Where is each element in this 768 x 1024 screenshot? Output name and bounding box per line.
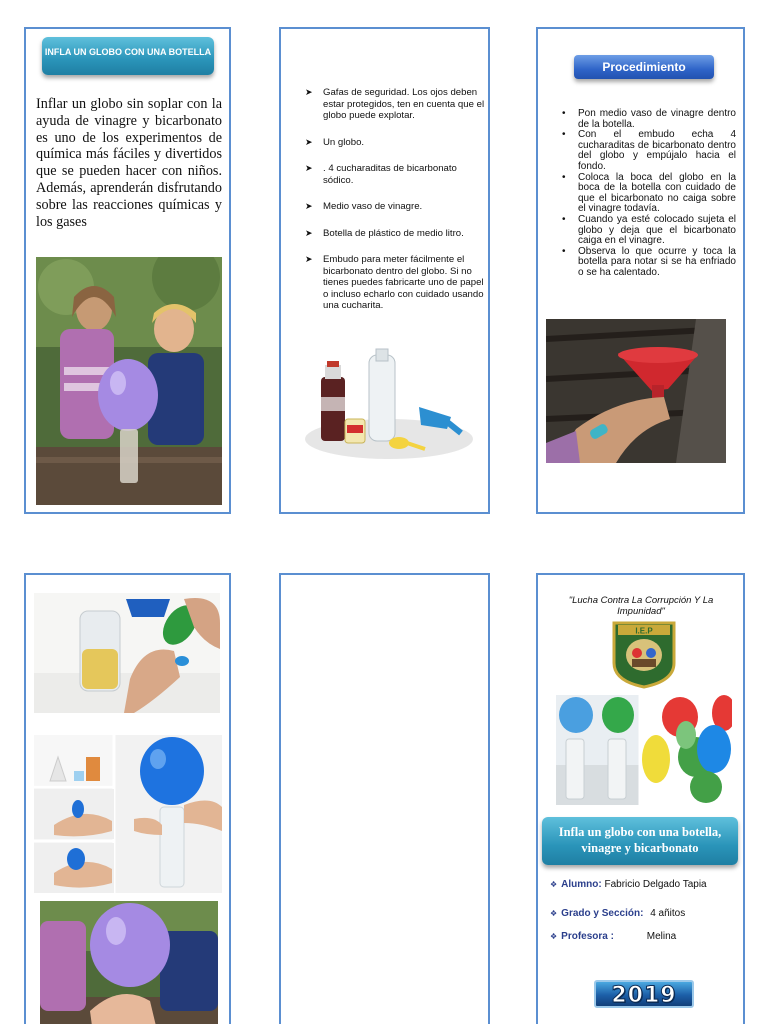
info-grado [550,908,740,919]
materials-list [305,87,485,327]
panel-photos [24,573,231,1024]
list-item: • Pon medio vaso de vinagre dentro de la botella. [560,109,736,130]
year-badge: 2019 [594,980,694,1008]
panel-title-banner: INFLA UN GLOBO CON UNA BOTELLA [42,37,214,75]
grado-value: 4 añitos [650,908,686,919]
steps-collage-photo [34,735,222,893]
panel-procedure [536,27,745,514]
list-item: • Cuando ya esté colocado sujeta el globo y deja que el bicarbonato caiga en el vinagre. [560,215,736,247]
cover-title-banner: Infla un globo con una botella, vinagre y bicarbonato [542,817,738,865]
list-item: • Coloca la boca del globo en la boca de la botella con cuidado de que el bicarbonato no caiga sobre el vinagre todavía. [560,173,736,215]
procedure-steps [560,109,736,279]
balloon-bottles-photo [556,695,732,805]
list-item: ➤ Embudo para meter fácilmente el bicarbonato dentro del globo. Si no tienes puedes fabricarte uno de papel o incluso echarlo con cuidado usando una cucharita. [305,254,485,312]
panel-cover [536,573,745,1024]
list-item: • Observa lo que ocurre y toca la botella para notar si se ha enfriado o se ha calentado. [560,247,736,279]
funnel-photo [546,319,726,463]
diamond-bullet-icon: ❖ [550,909,558,918]
bottle-funnel-photo [34,593,220,713]
list-item: ➤ Gafas de seguridad. Los ojos deben estar protegidos, ten en cuenta que el globo puede explotar. [305,87,485,122]
logo-text: I.E.P [635,626,653,636]
diamond-bullet-icon: ❖ [550,932,558,941]
list-item: ➤ . 4 cucharaditas de bicarbonato sódico. [305,163,485,186]
list-item: ➤ Botella de plástico de medio litro. [305,228,485,240]
school-motto: "Lucha Contra La Corrupción Y La Impunidad" [568,595,714,617]
materials-photo [301,347,477,465]
info-profesora [550,931,740,942]
panel-intro [24,27,231,514]
kids-balloon-photo [36,257,222,505]
profesora-label: Profesora : [561,931,614,942]
info-alumno [550,879,740,890]
list-item: ➤ Medio vaso de vinagre. [305,201,485,213]
purple-balloon-photo [40,901,218,1024]
list-item: ➤ Un globo. [305,137,485,149]
panel-materials [279,27,490,514]
intro-paragraph: Inflar un globo sin soplar con la ayuda de vinagre y bicarbonato es uno de los experimentos de química más fáciles y divertidos que se pueden hacer con niños. Además, aprenderán disfrutando sobre las reacciones químicas y los gases [36,96,222,230]
grado-label: Grado y Sección: [561,908,644,919]
school-logo [612,621,676,689]
profesora-value: Melina [646,931,677,942]
alumno-label: Alumno: [561,879,602,890]
list-item: • Con el embudo echa 4 cucharaditas de bicarbonato dentro del globo y empújalo hacia el fondo. [560,130,736,172]
alumno-value: Fabricio Delgado Tapia [604,879,707,890]
panel-blank [279,573,490,1024]
procedure-heading: Procedimiento [574,55,714,79]
diamond-bullet-icon: ❖ [550,880,558,889]
